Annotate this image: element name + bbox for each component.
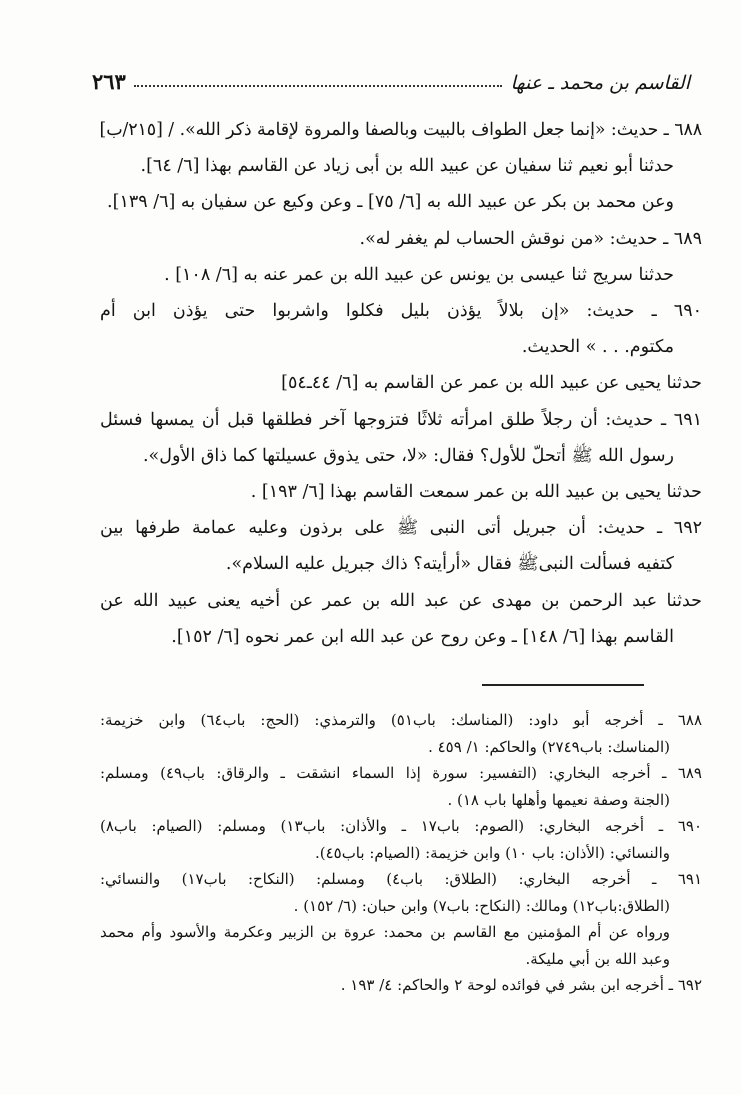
footnote-691: ٦٩١ ـ أخرجه البخاري: (الطلاق: باب٤) ومسلم: (النكاح: باب١٧) والنسائي: — [100, 870, 702, 888]
main-text — [100, 112, 702, 655]
hadith-690-title: ٦٩٠ ـ حديث: «إن بلالاً يؤذن بليل فكلوا واشربوا حتى يؤذن ابن أم — [100, 301, 702, 322]
hadith-689-title: ٦٨٩ ـ حديث: «من نوقش الحساب لم يغفر له». — [359, 228, 702, 249]
running-title: القاسم بن محمد ـ عنها — [510, 72, 690, 94]
footnote-691-cont: (الطلاق:باب١٢) ومالك: (النكاح: باب٧) وابن حبان: (٦/ ١٥٢) . — [293, 896, 670, 915]
hadith-691-chain: حدثنا يحيى بن عبيد الله بن عمر سمعت القاسم بهذا [٦/ ١٩٣] . — [250, 482, 702, 503]
footnote-690: ٦٩٠ ـ أخرجه البخاري: (الصوم: باب١٧ ـ والأذان: باب١٣) ومسلم: (الصيام: باب٨) — [100, 817, 702, 835]
hadith-688-chain-2: وعن محمد بن بكر عن عبيد الله به [٦/ ٧٥] ـ وعن وكيع عن سفيان به [٦/ ١٣٩]. — [107, 192, 674, 213]
hadith-691-title-cont: رسول الله ﷺ أتحلّ للأول؟ فقال: «لا، حتى يذوق عسيلتها كما ذاق الأول». — [142, 445, 674, 466]
hadith-688-title: ٦٨٨ ـ حديث: «إنما جعل الطواف بالبيت وبالصفا والمروة لإقامة ذكر الله». / [٢١٥/ب] — [100, 120, 702, 140]
footnote-691-note-cont: وعبد الله بن أبي مليكة. — [525, 949, 670, 968]
page-number: ٢٦٣ — [92, 69, 126, 94]
hadith-688-chain-1: حدثنا أبو نعيم ثنا سفيان عن عبيد الله بن أبى زياد عن القاسم بهذا [٦/ ٦٤]. — [140, 156, 674, 177]
header-dotted-rule — [134, 85, 503, 87]
hadith-692-chain-2: القاسم بهذا [٦/ ١٤٨] ـ وعن روح عن عبد الله ابن عمر نحوه [٦/ ١٥٢]. — [171, 626, 674, 647]
footnote-689: ٦٨٩ ـ أخرجه البخاري: (التفسير: سورة إذا السماء انشقت ـ والرقاق: باب٤٩) ومسلم: — [100, 764, 702, 782]
footnote-separator — [482, 684, 644, 686]
footnote-692: ٦٩٢ ـ أخرجه ابن بشر في فوائده لوحة ٢ والحاكم: ٤/ ١٩٣ . — [340, 976, 702, 994]
hadith-690-chain: حدثنا يحيى عن عبيد الله بن عمر عن القاسم به [٦/ ٤٤ـ٥٤] — [281, 373, 702, 394]
hadith-692-title-cont: كتفيه فسألت النبىﷺ فقال «أرأيته؟ ذاك جبريل عليه السلام». — [225, 554, 674, 575]
footnote-688: ٦٨٨ ـ أخرجه أبو داود: (المناسك: باب٥١) والترمذي: (الحج: باب٦٤) وابن خزيمة: — [100, 711, 702, 729]
hadith-692-title: ٦٩٢ ـ حديث: أن جبريل أتى النبى ﷺ على برذون وعليه عمامة طرفها بين — [100, 518, 702, 539]
footnote-689-cont: (الجنة وصفة نعيمها وأهلها باب ١٨) . — [447, 790, 670, 809]
hadith-690-title-cont: مكتوم. . . » الحديث. — [521, 337, 674, 358]
footnote-691-note: ورواه عن أم المؤمنين مع القاسم بن محمد: عروة بن الزبير وعكرمة والأسود وأم محمد — [100, 923, 670, 941]
running-header — [92, 64, 690, 94]
hadith-689-chain: حدثنا سريج ثنا عيسى بن يونس عن عبيد الله بن عمر عنه به [٦/ ١٠٨] . — [164, 264, 674, 285]
hadith-691-title: ٦٩١ ـ حديث: أن رجلاً طلق امرأته ثلاثًا فتزوجها آخر فطلقها قبل أن يمسها فسئل — [100, 409, 702, 430]
footnotes — [100, 707, 702, 999]
footnote-688-cont: (المناسك: باب٢٧٤٩) والحاكم: ١/ ٤٥٩ . — [428, 737, 670, 756]
hadith-692-chain-1: حدثنا عبد الرحمن بن مهدى عن عبد الله بن عمر عن أخيه يعنى عبيد الله عن — [100, 590, 702, 611]
footnote-690-cont: والنسائي: (الأذان: باب ١٠) وابن خزيمة: (الصيام: باب٤٥). — [314, 843, 670, 862]
